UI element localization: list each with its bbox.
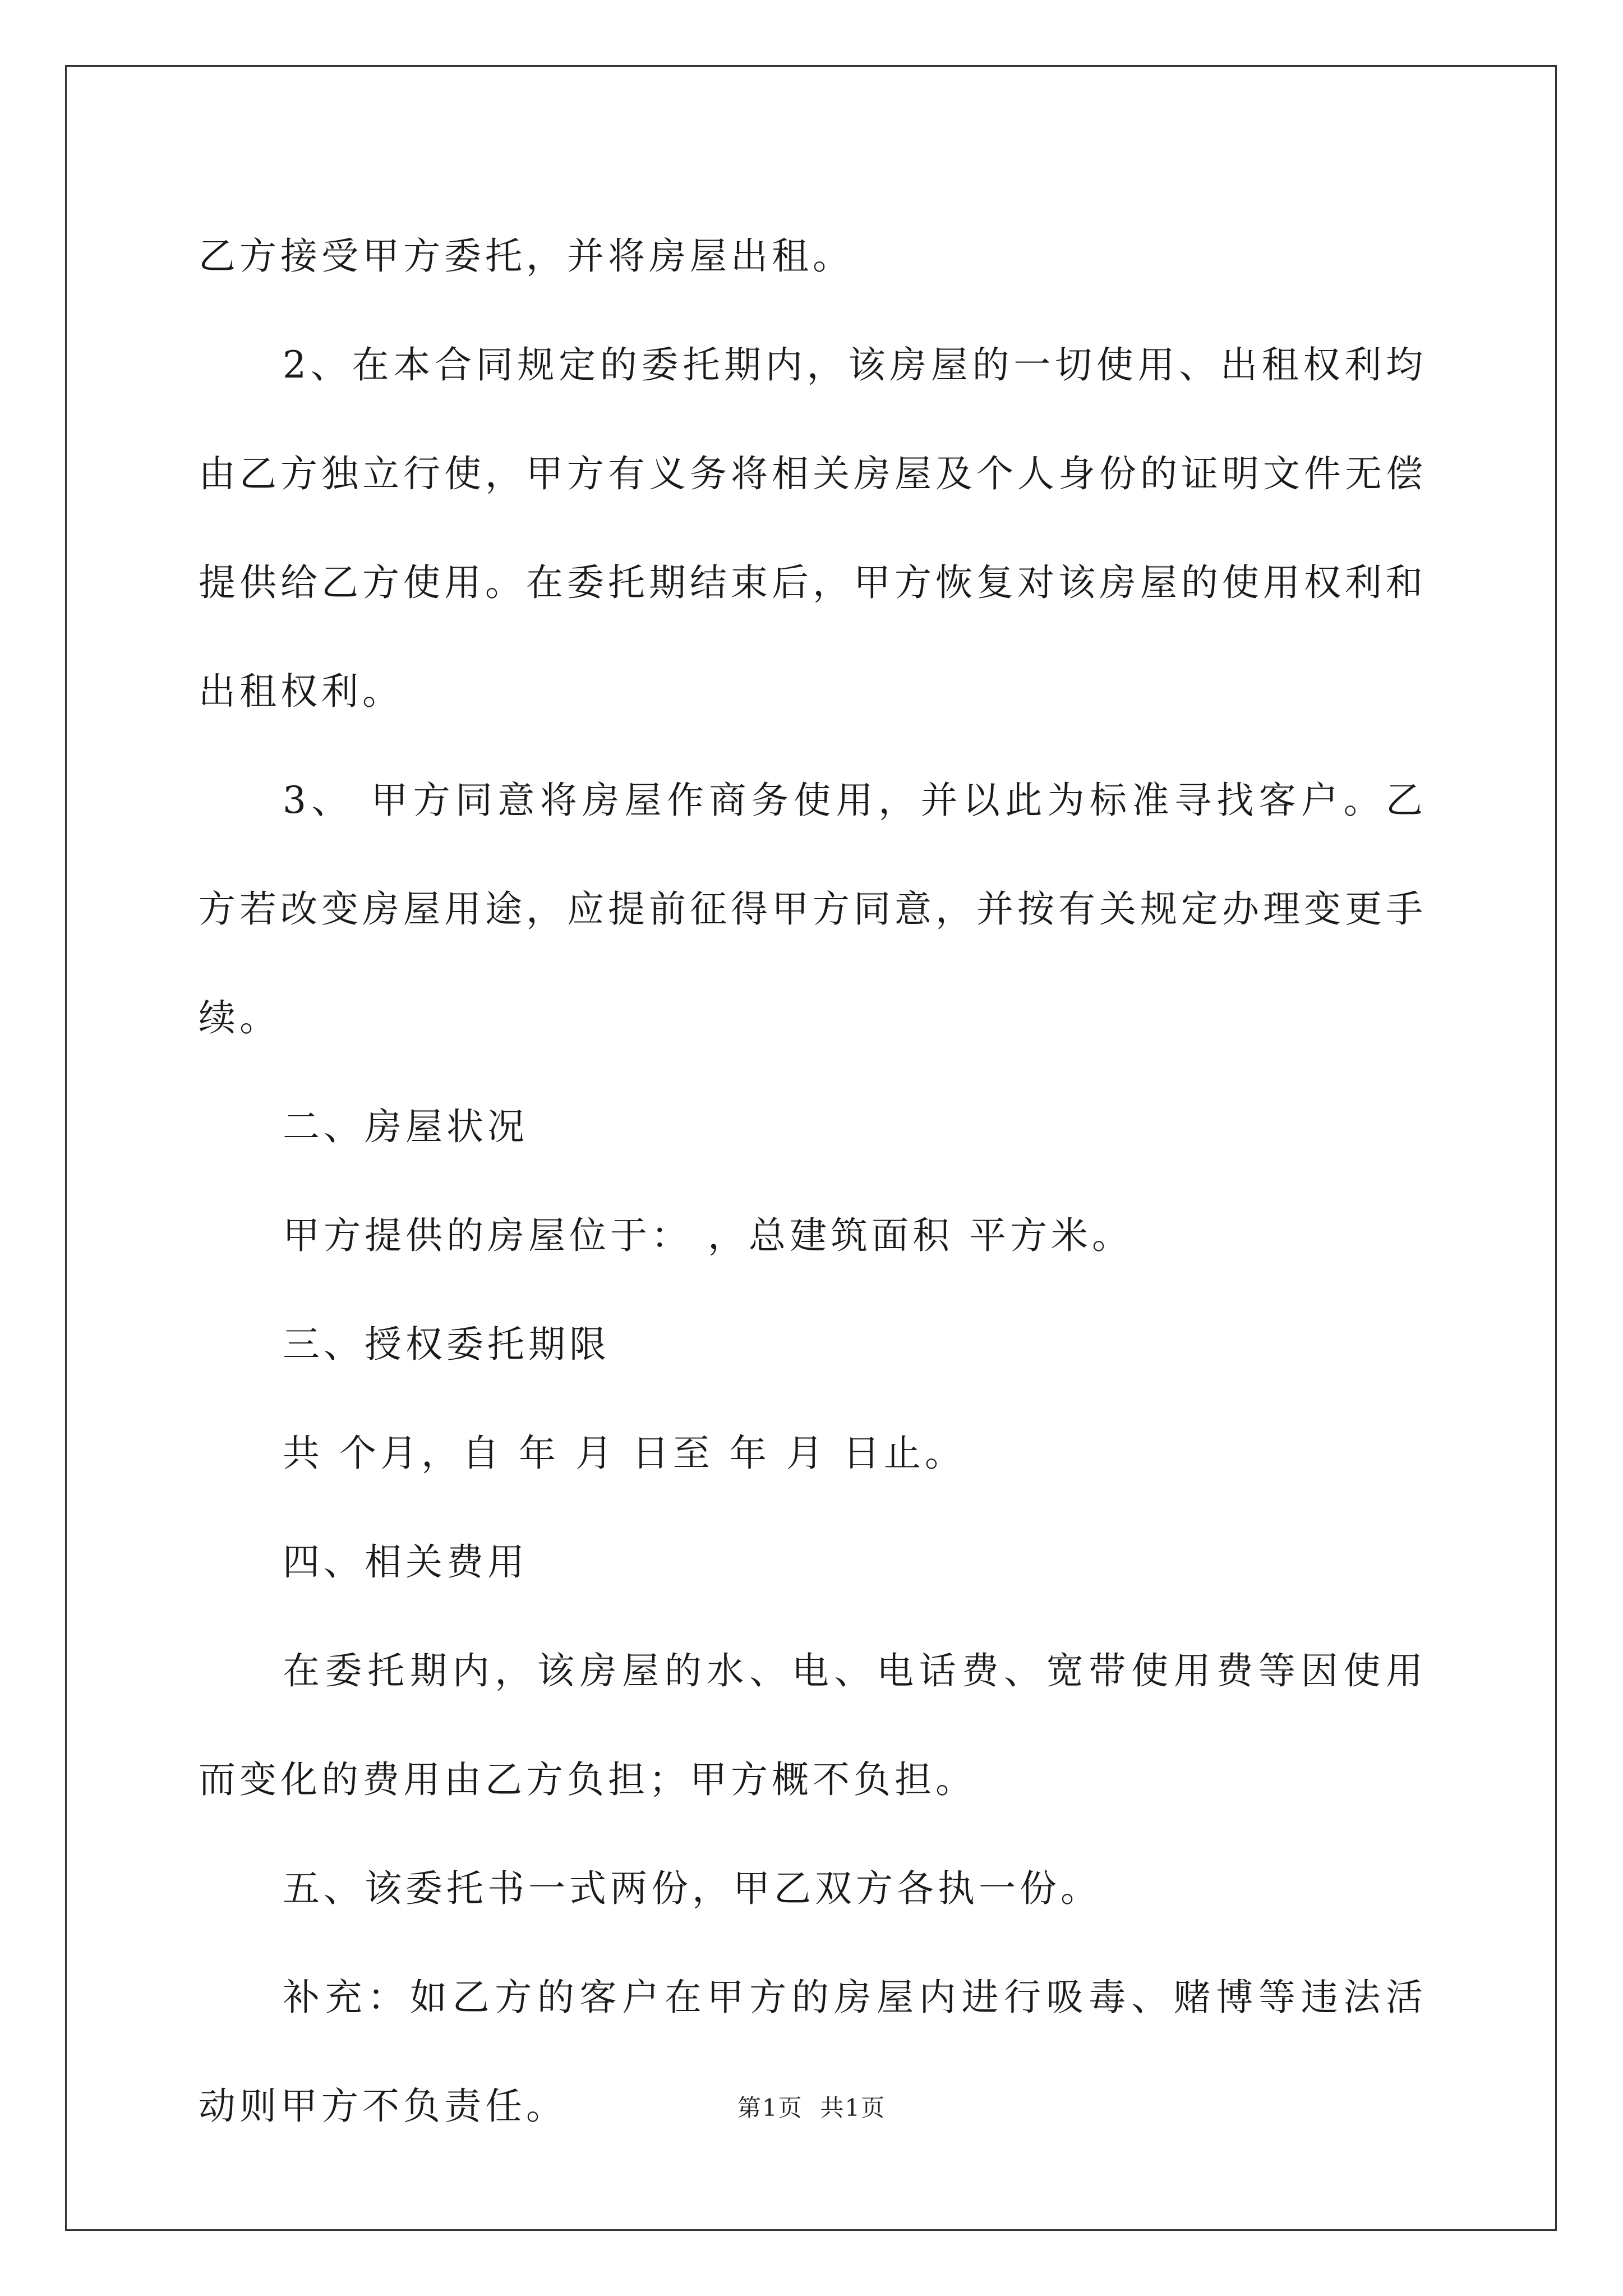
section-heading-property-status: 二、房屋状况 <box>283 1105 528 1148</box>
paragraph-1: 乙方接受甲方委托，并将房屋出租。 <box>199 234 854 278</box>
paragraph-2: 2、在本合同规定的委托期内，该房屋的一切使用、出租权利均由乙方独立行使，甲方有义务将相关房屋及个人身份的证明文件无偿提供给乙方使用。在委托期结束后，甲方恢复对该房屋的使用权利和出租权利。 <box>199 343 1427 713</box>
section-heading-authorization-period: 三、授权委托期限 <box>283 1323 610 1366</box>
paragraph-period: 共 个月，自 年 月 日至 年 月 日止。 <box>283 1432 966 1475</box>
document-body <box>199 202 1427 2161</box>
paragraph-property-location: 甲方提供的房屋位于： ，总建筑面积 平方米。 <box>283 1214 1133 1257</box>
paragraph-copies: 五、该委托书一式两份，甲乙双方各执一份。 <box>283 1867 1101 1910</box>
section-heading-related-fees: 四、相关费用 <box>283 1540 528 1584</box>
paragraph-3: 3、 甲方同意将房屋作商务使用，并以此为标准寻找客户。乙方若改变房屋用途，应提前征得甲方同意，并按有关规定办理变更手续。 <box>199 779 1427 1039</box>
page-footer: 第1页 共1页 <box>737 2094 886 2122</box>
paragraph-fees: 在委托期内，该房屋的水、电、电话费、宽带使用费等因使用而变化的费用由乙方负担；甲方概不负担。 <box>199 1649 1427 1801</box>
paragraph-supplement: 补充：如乙方的客户在甲方的房屋内进行吸毒、赌博等违法活动则甲方不负责任。 <box>199 1976 1427 2128</box>
